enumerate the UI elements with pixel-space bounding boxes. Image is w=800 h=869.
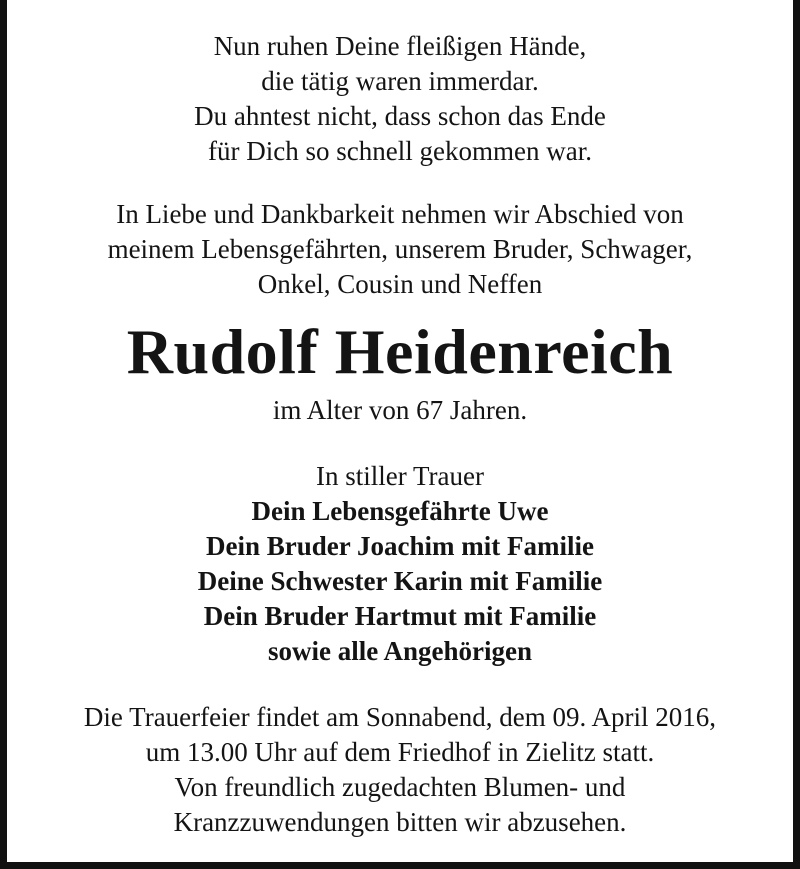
poem-line: Nun ruhen Deine fleißigen Hände,	[213, 31, 587, 61]
intro-line: In Liebe und Dankbarkeit nehmen wir Abschied von	[116, 199, 684, 229]
poem-line: für Dich so schnell gekommen war.	[208, 136, 592, 166]
funeral-info-line: Kranzzuwendungen bitten wir abzusehen.	[173, 807, 627, 837]
mourning-heading: In stiller Trauer	[316, 461, 484, 491]
deceased-name: Rudolf Heidenreich	[126, 316, 674, 387]
poem-line: Du ahntest nicht, dass schon das Ende	[194, 101, 606, 131]
intro-line: Onkel, Cousin und Neffen	[257, 269, 543, 299]
mourner-line: Deine Schwester Karin mit Familie	[197, 566, 603, 596]
funeral-info-line: um 13.00 Uhr auf dem Friedhof in Zielitz statt.	[145, 737, 655, 767]
mourner-line: Dein Bruder Hartmut mit Familie	[203, 601, 597, 631]
funeral-info-line: Die Trauerfeier findet am Sonnabend, dem 09. April 2016,	[83, 702, 717, 732]
mourner-line: Dein Lebensgefährte Uwe	[251, 496, 549, 526]
age-line: im Alter von 67 Jahren.	[272, 395, 528, 425]
intro-line: meinem Lebensgefährten, unserem Bruder, Schwager,	[107, 234, 693, 264]
poem-line: die tätig waren immerdar.	[261, 66, 539, 96]
funeral-info-line: Von freundlich zugedachten Blumen- und	[174, 772, 626, 802]
mourner-line: Dein Bruder Joachim mit Familie	[206, 531, 594, 561]
mourner-line: sowie alle Angehörigen	[268, 636, 532, 666]
